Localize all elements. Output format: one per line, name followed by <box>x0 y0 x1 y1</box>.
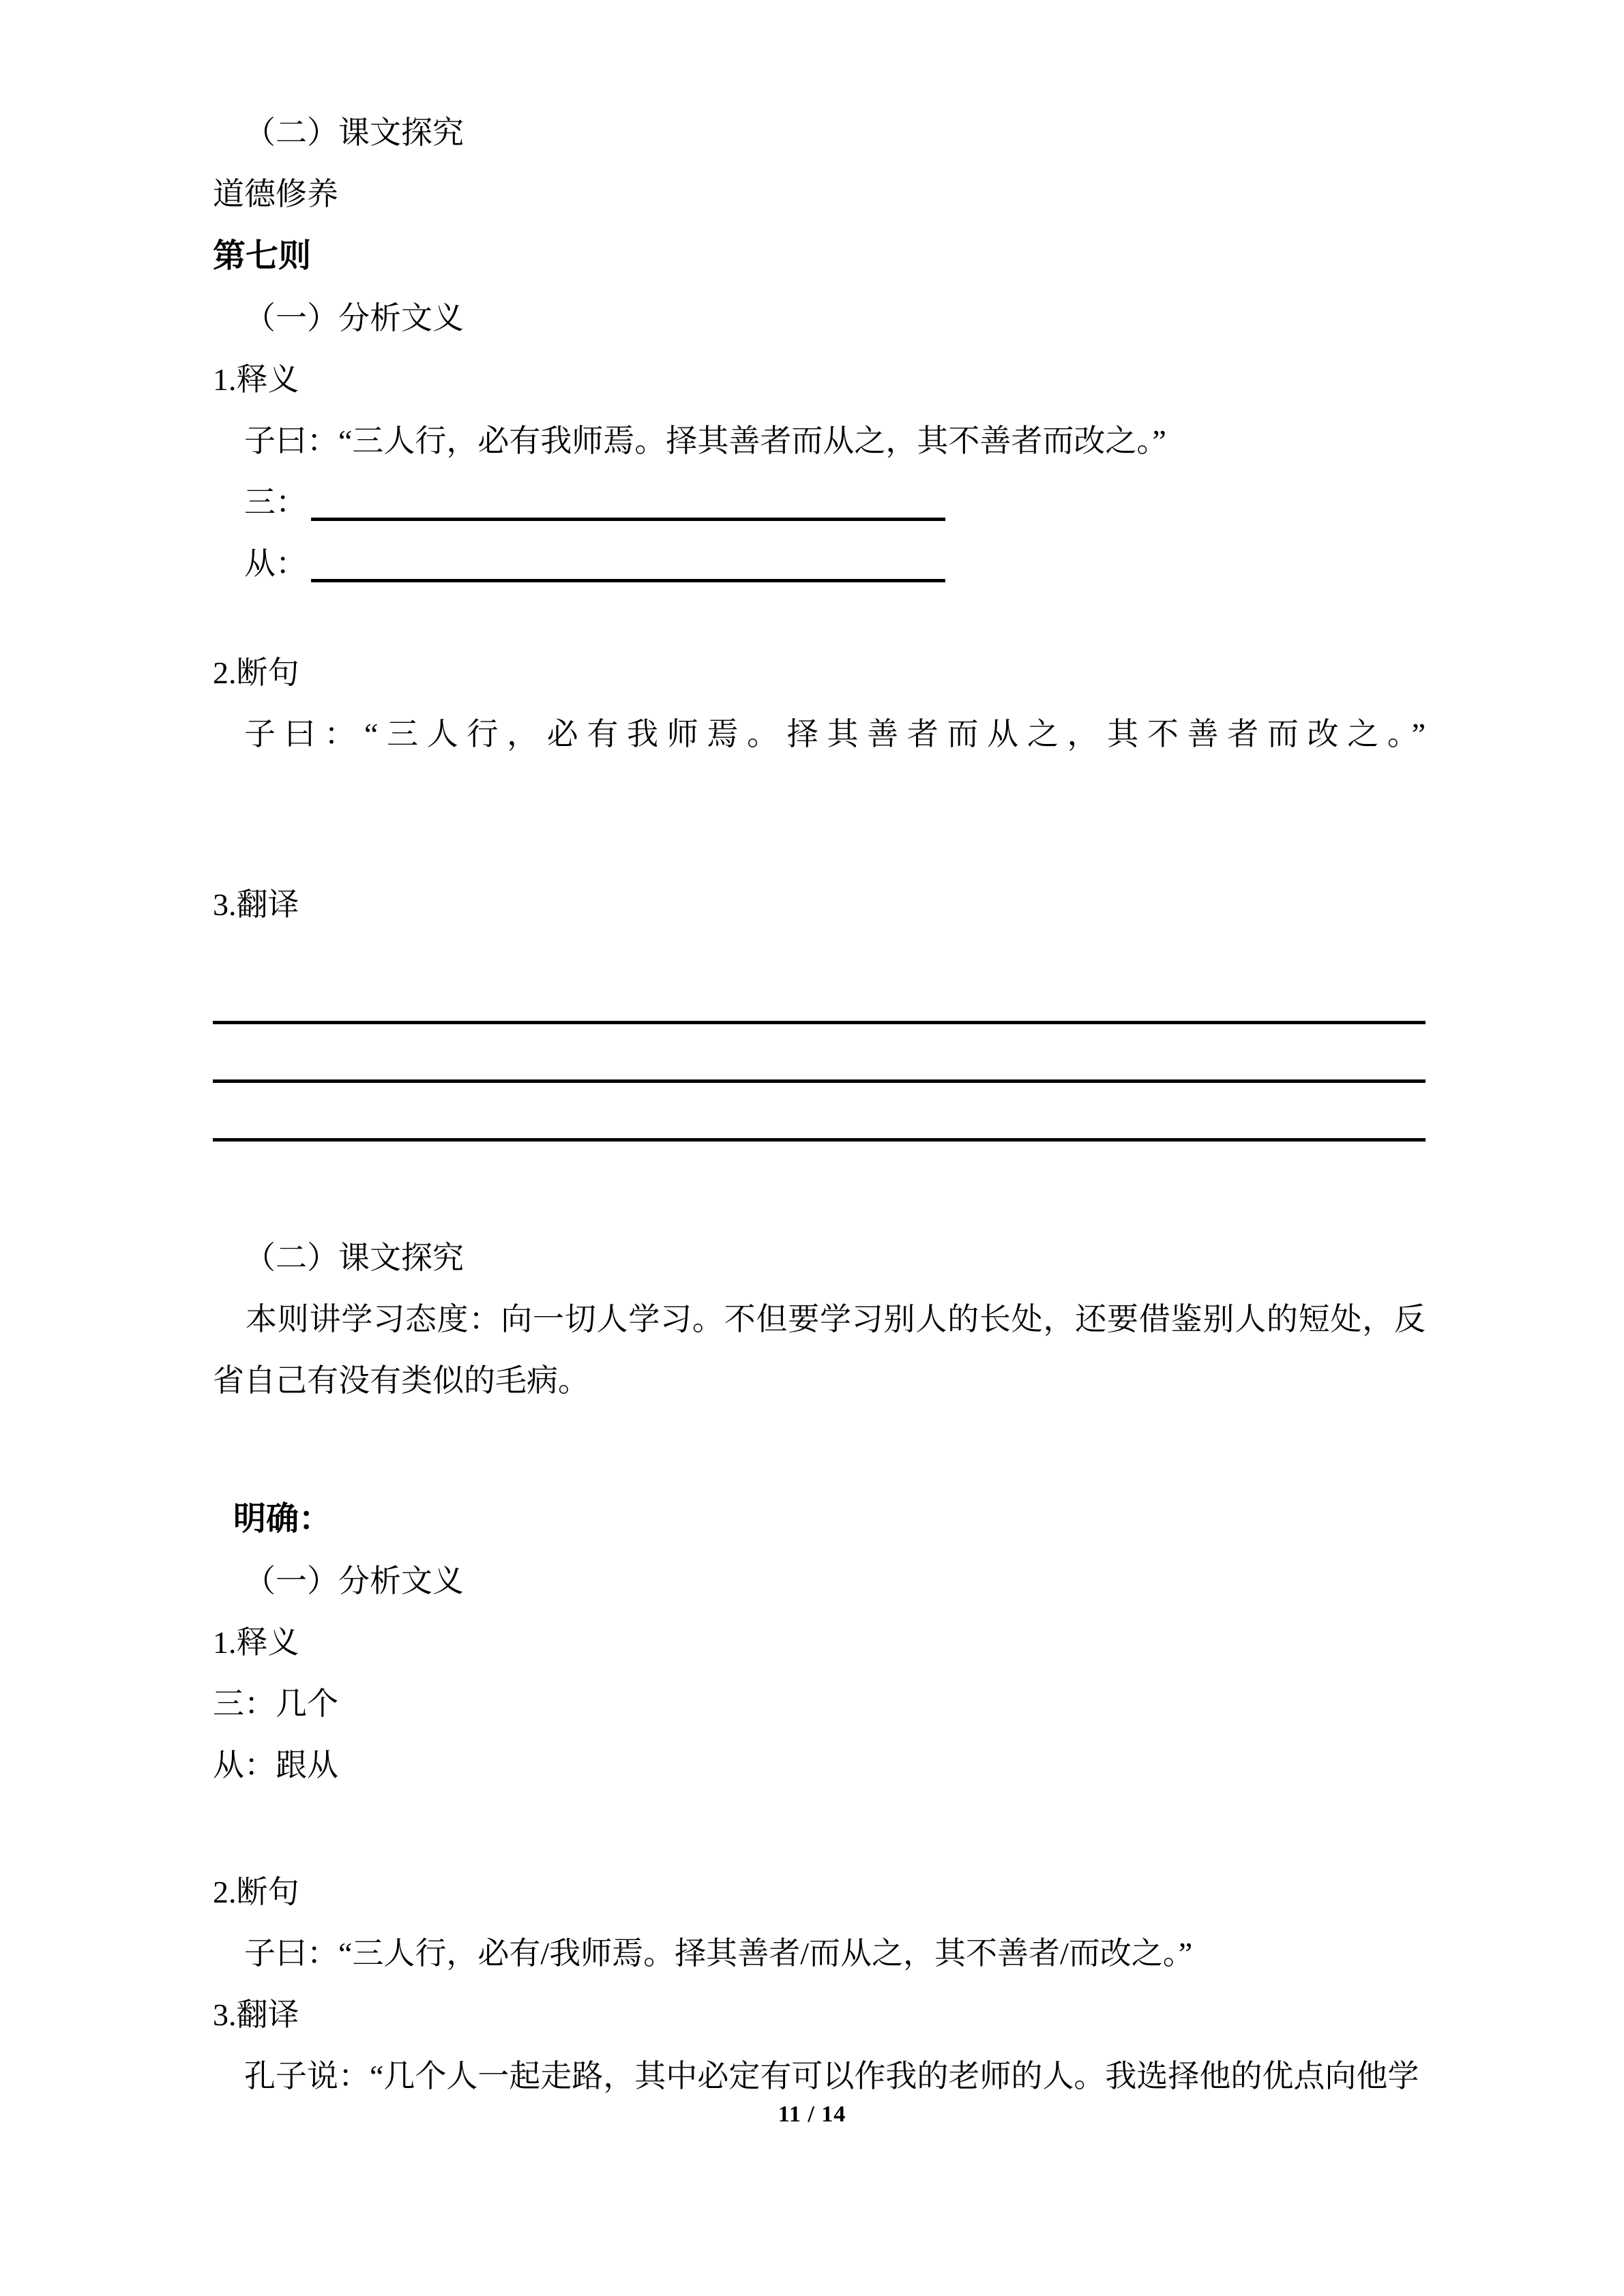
fill-label-san: 三： <box>244 485 307 520</box>
fill-in-row-san <box>213 472 1427 533</box>
quote-segmented-answer: 子曰：“三人行，必有/我师焉。择其善者/而从之，其不善者/而改之。” <box>244 1936 1193 1971</box>
spacer <box>213 826 1427 874</box>
spacer <box>213 1412 1427 1488</box>
translation-text: 孔子说：“几个人一起走路，其中必定有可以作我的老师的人。我选择他的优点向他学 <box>244 2059 1419 2093</box>
page-content <box>213 0 1427 2107</box>
heading-kewen-tanjiu-top: （二）课文探究 <box>244 115 464 150</box>
subheading-fenxi-wenyi-answers: （一）分析文义 <box>244 1564 464 1598</box>
answer-rule <box>213 1138 1426 1142</box>
answer-item-1-shiyi: 1.释义 <box>213 1625 299 1660</box>
fill-in-blank-cong[interactable] <box>311 579 945 582</box>
answer-item-2-duanju: 2.断句 <box>213 1875 299 1909</box>
heading-kewen-tanjiu-discussion: （二）课文探究 <box>244 1240 464 1275</box>
spacer <box>213 595 1427 642</box>
answer-item-3-fanyi: 3.翻译 <box>213 1997 299 2032</box>
topic-daode-xiuyang: 道德修养 <box>213 177 338 211</box>
fill-label-cong: 从： <box>244 546 307 581</box>
page-number-footer: 11 / 14 <box>778 2102 846 2127</box>
subheading-fenxi-wenyi: （一）分析文义 <box>244 301 464 336</box>
fill-in-row-cong <box>213 533 1427 595</box>
quote-original: 子曰：“三人行，必有我师焉。择其善者而从之，其不善者而改之。” <box>244 423 1166 458</box>
gloss-san: 三：几个 <box>213 1686 338 1721</box>
spacer <box>213 1796 1427 1862</box>
item-2-duanju: 2.断句 <box>213 655 299 690</box>
heading-mingque: 明确： <box>233 1501 332 1537</box>
heading-di-qi-ze: 第七则 <box>213 238 312 274</box>
item-1-shiyi: 1.释义 <box>213 362 299 397</box>
gloss-cong: 从：跟从 <box>213 1748 338 1783</box>
spacer <box>213 936 1427 966</box>
discussion-paragraph: 本则讲学习态度：向一切人学习。不但要学习别人的长处，还要借鉴别人的短处，反省自己有没有类似的毛病。 <box>213 1302 1426 1398</box>
answer-blank-line-2[interactable] <box>213 1024 1427 1083</box>
answer-blank-line-3[interactable] <box>213 1083 1427 1142</box>
spacer <box>213 1142 1427 1227</box>
fill-in-blank-san[interactable] <box>311 518 945 521</box>
item-3-fanyi: 3.翻译 <box>213 887 299 922</box>
answer-blank-line-1[interactable] <box>213 966 1427 1024</box>
quote-spaced-duanju: 子曰：“三人行，必有我师焉。择其善者而从之，其不善者而改之。” <box>244 717 1426 751</box>
